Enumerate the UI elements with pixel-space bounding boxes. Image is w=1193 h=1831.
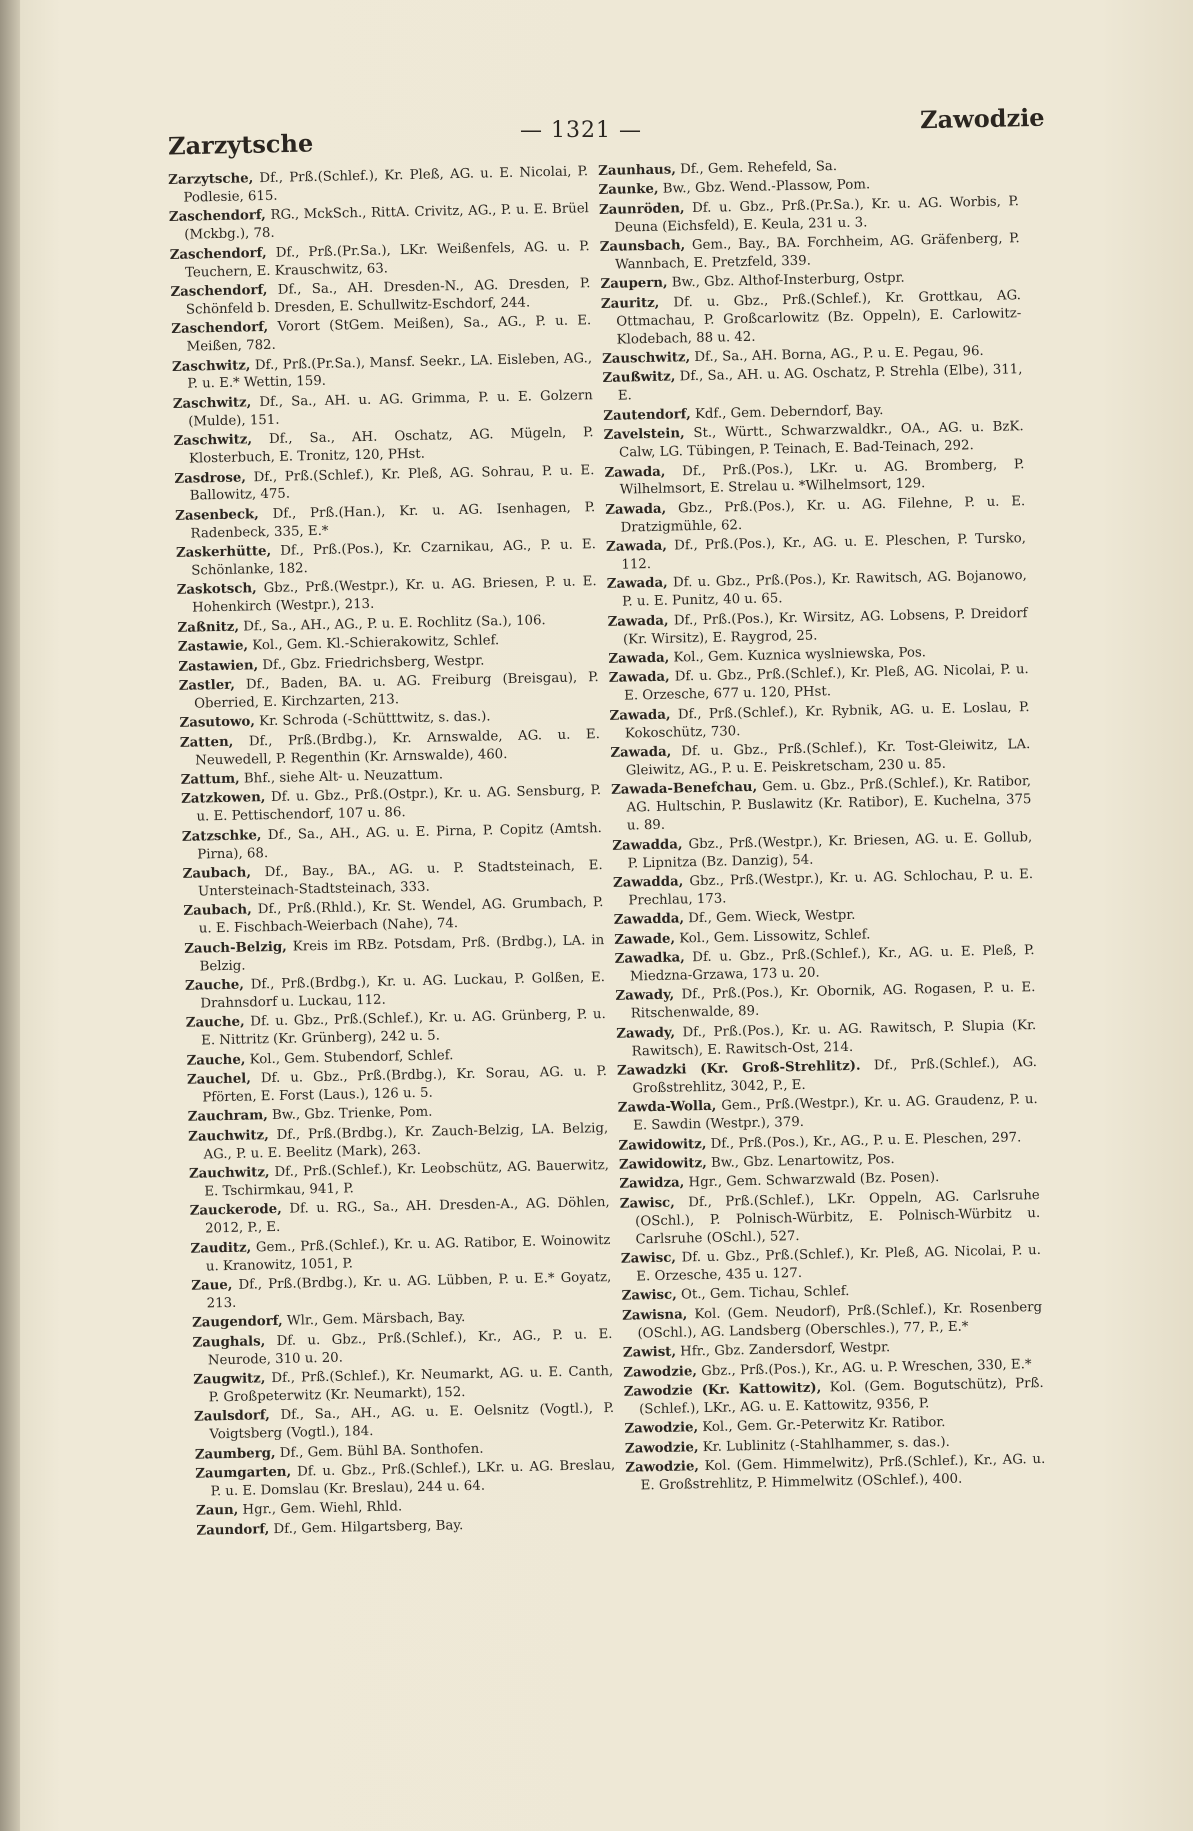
entry-headword: Zastawien, (178, 657, 259, 675)
entry-text: Df., Prß.(Han.), Kr. u. AG. Isenhagen, P. Radenbeck, 335, E.* (190, 499, 596, 542)
entry-text: Df., Prß.(Rhld.), Kr. St. Wendel, AG. Grumbach, P. u. E. Fischbach-Weierbach (Nahe), 74. (198, 895, 604, 937)
entry-text: Df., Prß.(Pos.), Kr., AG., P. u. E. Pleschen, 297. (706, 1129, 1022, 1152)
entry-headword: Zaschwitz, (172, 395, 252, 412)
entry-text: Df., Sa., AH. Dresden-N., AG. Dresden, P. Schönfeld b. Dresden, E. Schullwitz-Eschdorf, 244. (185, 276, 591, 318)
entry-headword: Zaschendorf, (171, 320, 269, 338)
entry-text: RG., MckSch., RittA. Crivitz, AG., P. u. E. Brüel (Mckbg.), 78. (184, 201, 590, 243)
entry-headword: Zaunhaus, (598, 162, 677, 179)
entry-headword: Zawadka, (614, 950, 685, 967)
entry-headword: Zauditz, (190, 1240, 252, 1257)
entry-headword: Zarzytsche, (168, 171, 254, 188)
entry-headword: Zaskotsch, (176, 581, 257, 599)
entry-text: Gem., Bay., BA. Forchheim, AG. Gräfenberg, P. Wannbach, E. Pretzfeld, 339. (614, 231, 1020, 273)
entry-headword: Zawadda, (613, 911, 685, 929)
entry-headword: Zawisc, (621, 1287, 677, 1305)
entry-headword: Zaßnitz, (177, 619, 240, 636)
entry-text: Df., Prß.(Brdbg.), Kr. Zauch-Belzig, LA. Belzig, AG., P. u. E. Beelitz (Mark), 263. (203, 1120, 609, 1163)
entry-headword: Zattum, (180, 771, 240, 788)
entry-headword: Zawidza, (619, 1175, 685, 1193)
entry-text: Gbz., Prß.(Westpr.), Kr. Briesen, AG. u. E. Gollub, P. Lipnitza (Bz. Danzig), 54. (627, 829, 1033, 872)
entry-text: Df., Prß.(Brdbg.), Kr. u. AG. Luckau, P. Golßen, E. Drahnsdorf u. Luckau, 112. (200, 969, 606, 1012)
entry-headword: Zawisna, (621, 1307, 688, 1324)
entry-headword: Zauchel, (186, 1071, 252, 1088)
entry-headword: Zaulsdorf, (193, 1408, 270, 1426)
entry-text: Df., Sa., AH. u. AG. Oschatz, P. Strehla (Elbe), 311, E. (617, 362, 1023, 405)
entry-text: Df., Sa., AH., AG. u. E. Oelsnitz (Vogtl.), P. Voigtsberg (Vogtl.), 184. (209, 1401, 615, 1443)
entry-text: Df. u. Gbz., Prß.(Schlef.), Kr., AG. u. E. Pleß, P. Miedzna-Grzawa, 173 u. 20. (629, 943, 1035, 985)
entry-text: Df., Prß.(Schlef.), Kr. Pleß, AG. Sohrau, P. u. E. Ballowitz, 475. (189, 462, 595, 505)
entry-headword: Zawist, (622, 1344, 677, 1361)
entry-headword: Zauche, (184, 977, 245, 994)
entry-text: Df. u. Gbz., Prß.(Schlef.), LKr. u. AG. Breslau, P. u. E. Domslau (Kr. Breslau), 244 u. 64. (210, 1457, 616, 1500)
entry-text: Kol. (Gem. Neudorf), Prß.(Schlef.), Kr. Rosenberg (OSchl.), AG. Landsberg (Oberschles.), 77, P., E.* (637, 1299, 1043, 1342)
entry-text: Df., Prß.(Pr.Sa.), LKr. Weißenfels, AG. u. P. Teuchern, E. Krauschwitz, 63. (184, 238, 590, 281)
entry-headword: Zawidowitz, (618, 1136, 707, 1154)
entry-headword: Zauchram, (187, 1108, 269, 1126)
right-column (598, 154, 1046, 1497)
entry-headword: Zaue, (191, 1277, 233, 1294)
gazetteer-entry (601, 287, 1022, 350)
entry-headword: Zavelstein, (603, 426, 685, 444)
entry-text: Df., Gem. Hilgartsberg, Bay. (269, 1517, 464, 1537)
entry-headword: Zastawie, (177, 638, 249, 656)
entry-headword: Zauche, (186, 1052, 246, 1069)
entry-headword: Zawadzki (Kr. Groß-Strehlitz). (616, 1058, 861, 1079)
entry-text: Df., Gem. Wieck, Westpr. (683, 908, 856, 927)
entry-text: Df., Prß.(Pos.), Kr. Wirsitz, AG. Lobsens, P. Dreidorf (Kr. Wirsitz), E. Raygrod, 25. (622, 605, 1028, 648)
entry-headword: Zaschwitz, (173, 432, 253, 450)
entry-text: Df., Sa., AH. u. AG. Grimma, P. u. E. Golzern (Mulde), 151. (188, 388, 593, 430)
entry-text: Df., Prß.(Pos.), Kr. Obornik, AG. Rogasen, P. u. E. Ritschenwalde, 89. (630, 980, 1036, 1022)
entry-headword: Zaunröden, (598, 201, 685, 218)
entry-headword: Zaubach, (183, 902, 252, 920)
entry-text: Df., Prß.(Pos.), Kr. u. AG. Rawitsch, P. Slupia (Kr. Rawitsch), E. Rawitsch-Ost, 214. (631, 1017, 1037, 1060)
entry-headword: Zauch-Belzig, (184, 939, 287, 957)
entry-headword: Zawadda, (612, 874, 684, 891)
entry-headword: Zawada, (609, 707, 671, 724)
entry-headword: Zawada-Benefchau, (610, 780, 758, 799)
entry-text: Kol., Gem. Lissowitz, Schlef. (674, 927, 871, 947)
gazetteer-entry (625, 1451, 1046, 1496)
entry-headword: Zauchwitz, (188, 1165, 270, 1182)
entry-text: Gbz., Prß.(Pos.), Kr., AG. u. P. Wreschen, 330, E.* (696, 1356, 1032, 1379)
entry-headword: Zaschendorf, (170, 282, 268, 300)
entry-text: Bhf., siehe Alt- u. Neuzattum. (239, 767, 444, 787)
entry-headword: Zauritz, (600, 295, 660, 312)
entry-text: Gem. u. Gbz., Prß.(Schlef.), Kr. Ratibor, AG. Hultschin, P. Buslawitz (Kr. Ratibor), E. Kuchelna, 375 u. 89. (626, 774, 1032, 834)
entry-headword: Zaubach, (182, 865, 252, 882)
entry-text: Df., Prß.(Schlef.), Kr. Rybnik, AG. u. E. Loslau, P. Kokoschütz, 730. (624, 699, 1030, 742)
entry-text: Vorort (StGem. Meißen), Sa., AG., P. u. E. Meißen, 782. (186, 313, 592, 355)
entry-text: Kol. (Gem. Himmelwitz), Prß.(Schlef.), Kr., AG. u. E. Großstrehlitz, P. Himmelwitz (OSchlef.), 400. (640, 1451, 1046, 1494)
entry-headword: Zawada, (606, 576, 668, 593)
entry-headword: Zaumberg, (194, 1445, 276, 1463)
entry-headword: Zauche, (185, 1014, 245, 1032)
entry-text: Df., Prß.(Schlef.), Kr. Neumarkt, AG. u. E. Canth, P. Großpeterwitz (Kr. Neumarkt), 152. (208, 1363, 614, 1406)
entry-headword: Zawada, (607, 613, 669, 630)
entry-text: Hfr., Gbz. Zandersdorf, Westpr. (675, 1340, 891, 1360)
entry-headword: Zaunsbach, (599, 238, 686, 256)
entry-headword: Zaugwitz, (193, 1371, 266, 1388)
entry-text: Kol., Gem. Gr.-Peterwitz Kr. Ratibor. (697, 1415, 946, 1436)
entry-headword: Zaschendorf, (169, 245, 267, 263)
entry-headword: Zaugendorf, (191, 1314, 283, 1332)
entry-text: Bw., Gbz. Trienke, Pom. (267, 1104, 433, 1124)
entry-text: Kr. Schroda (-Schütttwitz, s. das.). (254, 709, 491, 730)
entry-text: Kol., Gem. Kl.-Schierakowitz, Schlef. (247, 633, 500, 654)
entry-text: Df., Prß.(Pos.), Kr. Czarnikau, AG., P. u. E. Schönlanke, 182. (191, 537, 597, 579)
entry-text: Kol. (Gem. Bogutschütz), Prß.(Schlef.), LKr., AG. u. E. Kattowitz, 9356, P. (638, 1375, 1044, 1418)
entry-headword: Zawodzie, (624, 1439, 699, 1457)
entry-text: Df., Prß.(Brdbg.), Kr. u. AG. Lübben, P. u. E.* Goyatz, 213. (206, 1269, 612, 1312)
entry-headword: Zawodzie, (623, 1363, 698, 1381)
entry-text: Df. u. Gbz., Prß.(Schlef.), Kr. Pleß, AG. Nicolai, P. u. E. Orzesche, 435 u. 127. (636, 1243, 1042, 1285)
entry-headword: Zawisc, (619, 1195, 676, 1212)
entry-headword: Zawodzie, (625, 1459, 700, 1476)
entry-text: Df. u. Gbz., Prß.(Schlef.), Kr. u. AG. Grünberg, P. u. E. Nittritz (Kr. Grünberg), 242 u. 5. (201, 1007, 606, 1049)
entry-text: Gbz., Prß.(Westpr.), Kr. u. AG. Schlochau, P. u. E. Prechlau, 173. (628, 866, 1034, 909)
gazetteer-entry (620, 1187, 1041, 1250)
entry-text: Gbz., Prß.(Pos.), Kr. u. AG. Filehne, P. u. E. Dratzigmühle, 62. (620, 493, 1026, 536)
entry-text: Kol., Gem. Stubendorf, Schlef. (245, 1047, 454, 1068)
entry-headword: Zauschwitz, (601, 350, 691, 368)
entry-text: Df. u. RG., Sa., AH. Dresden-A., AG. Döhlen, 2012, P., E. (204, 1195, 610, 1237)
entry-text: Df., Prß.(Pos.), Kr., AG. u. E. Pleschen, P. Tursko, 112. (621, 531, 1027, 573)
entry-text: Kdf., Gem. Deberndorf, Bay. (690, 402, 884, 422)
entry-text: Kol., Gem. Kuznica wyslniewska, Pos. (669, 645, 927, 666)
entry-headword: Zauckerode, (189, 1202, 282, 1220)
entry-headword: Zawodzie (Kr. Kattowitz), (623, 1380, 822, 1400)
entry-headword: Zasenbeck, (175, 506, 259, 524)
entry-text: Df., Sa., AH., AG., P. u. E. Rochlitz (Sa.), 106. (238, 612, 546, 635)
entry-headword: Zaupern, (600, 276, 668, 293)
entry-text: Df., Bay., BA., AG. u. P. Stadtsteinach, E. Untersteinach-Stadtsteinach, 333. (197, 858, 603, 900)
book-binding-shadow (0, 0, 20, 1831)
entry-headword: Zaundorf, (196, 1521, 270, 1539)
entry-text: Df., Prß.(Schlef.), Kr. Pleß, AG. u. E. Nicolai, P. Podlesie, 615. (183, 164, 589, 206)
entry-headword: Zawada, (608, 650, 670, 667)
entry-text: Df. u. Gbz., Prß.(Schlef.), Kr. Pleß, AG. Nicolai, P. u. E. Orzesche, 677 u. 120, PHst. (624, 662, 1029, 704)
entry-headword: Zauchwitz, (188, 1127, 269, 1145)
entry-text: Ot., Gem. Tichau, Schlef. (676, 1284, 850, 1303)
entry-text: Df., Prß.(Brdbg.), Kr. Arnswalde, AG. u. E. Neuwedell, P. Regenthin (Kr. Arnswalde), 460. (195, 726, 601, 769)
entry-headword: Zawadda, (612, 837, 683, 854)
entry-text: Df. u. Gbz., Prß.(Brdbg.), Kr. Sorau, AG. u. P. Pförten, E. Forst (Laus.), 126 u. 5. (202, 1064, 608, 1106)
entry-text: Wlr., Gem. Märsbach, Bay. (282, 1310, 466, 1330)
entry-text: Df., Prß.(Pos.), LKr. u. AG. Bromberg, P. Wilhelmsort, E. Strelau u. *Wilhelmsort, 129. (619, 456, 1025, 499)
entry-text: Gbz., Prß.(Westpr.), Kr. u. AG. Briesen, P. u. E. Hohenkirch (Westpr.), 213. (191, 574, 597, 616)
entry-headword: Zawda-Wolla, (617, 1099, 717, 1117)
gazetteer-entry (611, 773, 1032, 836)
entry-text: Df., Prß.(Schlef.), Kr. Leobschütz, AG. Bauerwitz, E. Tschirmkau, 941, P. (204, 1158, 610, 1200)
entry-text: Gem., Prß.(Westpr.), Kr. u. AG. Graudenz, P. u. E. Sawdin (Westpr.), 379. (633, 1092, 1038, 1134)
entry-headword: Zaschendorf, (168, 208, 267, 226)
entry-headword: Zaunke, (598, 182, 659, 199)
entry-text: Hgr., Gem. Wiehl, Rhld. (238, 1499, 403, 1519)
running-head-left: Zarzytsche (167, 128, 314, 161)
entry-text: Df., Prß.(Schlef.), LKr. Oppeln, AG. Carlsruhe (OSchl.), P. Polnisch-Würbitz, E. Polnisch-Würbitz u. Carlsruhe (OSchl.), 527. (635, 1187, 1041, 1248)
entry-text: Df. u. Gbz., Prß.(Pos.), Kr. Rawitsch, AG. Bojanowo, P. u. E. Punitz, 40 u. 65. (622, 568, 1027, 610)
entry-headword: Zawidowitz, (618, 1155, 707, 1173)
entry-text: Gem., Prß.(Schlef.), Kr. u. AG. Ratibor, E. Woinowitz u. Kranowitz, 1051, P. (205, 1232, 611, 1275)
entry-text: Df. u. Gbz., Prß.(Schlef.), Kr., AG., P. u. E. Neurode, 310 u. 20. (207, 1326, 613, 1369)
entry-headword: Zaumgarten, (195, 1464, 292, 1482)
entry-headword: Zawada, (605, 538, 668, 556)
entry-headword: Zawady, (616, 1025, 676, 1042)
entry-headword: Zasutowo, (179, 714, 256, 732)
entry-text: Kr. Lublinitz (-Stahlhammer, s. das.). (698, 1434, 950, 1455)
entry-text: Df., Gem. Bühl BA. Sonthofen. (275, 1441, 484, 1461)
entry-headword: Zaskerhütte, (175, 544, 272, 562)
entry-headword: Zaußwitz, (602, 369, 676, 387)
entry-text: Df. u. Gbz., Prß.(Schlef.), Kr. Grottkau, AG. Ottmachau, P. Großcarlowitz (Bz. Oppeln), E. Carlowitz-Klodebach, 88 u. 42. (616, 288, 1022, 348)
entry-text: Bw., Gbz. Althof-Insterburg, Ostpr. (667, 271, 905, 292)
entry-text: Df., Gem. Rehefeld, Sa. (675, 158, 838, 178)
entry-text: Kreis im RBz. Potsdam, Prß. (Brdbg.), LA. in Belzig. (199, 932, 605, 975)
entry-headword: Zawada, (604, 464, 666, 481)
entry-text: Df., Gbz. Friedrichsberg, Westpr. (258, 653, 485, 673)
entry-text: Bw., Gbz. Wend.-Plassow, Pom. (658, 177, 871, 198)
entry-headword: Zawisc, (620, 1250, 677, 1267)
running-head-right: Zawodzie (919, 102, 1045, 135)
entry-headword: Zaschwitz, (171, 357, 251, 375)
entry-headword: Zawade, (614, 931, 676, 948)
entry-text: St., Württ., Schwarzwaldkr., OA., AG. u. BzK. Calw, LG. Tübingen, P. Teinach, E. Bad-Teinach, 292. (618, 419, 1024, 461)
entry-headword: Zaun, (195, 1503, 239, 1520)
entry-headword: Zawodzie, (624, 1420, 699, 1437)
entry-text: Df. u. Gbz., Prß.(Schlef.), Kr. Tost-Gleiwitz, LA. Gleiwitz, AG., P. u. E. Peiskretscham, 230 u. 85. (625, 737, 1031, 779)
entry-headword: Zatten, (179, 734, 234, 751)
entry-text: Df., Sa., AH. Borna, AG., P. u. E. Pegau, 96. (690, 344, 984, 366)
entry-headword: Zasdrose, (174, 469, 247, 487)
entry-text: Df., Baden, BA. u. AG. Freiburg (Breisgau), P. Oberried, E. Kirchzarten, 213. (193, 670, 599, 712)
entry-text: Df., Prß.(Pr.Sa.), Mansf. Seekr., LA. Eisleben, AG., P. u. E.* Wettin, 159. (187, 350, 593, 393)
entry-text: Bw., Gbz. Lenartowitz, Pos. (706, 1152, 895, 1171)
entry-headword: Zawada, (605, 501, 667, 518)
page-number: — 1321 — (520, 118, 642, 143)
entry-text: Df., Sa., AH., AG. u. E. Pirna, P. Copitz (Amtsh. Pirna), 68. (197, 820, 602, 863)
entry-headword: Zatzkowen, (180, 790, 266, 808)
left-column (168, 163, 617, 1542)
entry-headword: Zawady, (615, 987, 675, 1005)
entry-text: Df. u. Gbz., Prß.(Ostpr.), Kr. u. AG. Sensburg, P. u. E. Pettischendorf, 107 u. 86. (196, 783, 602, 825)
entry-text: Df., Sa., AH. Oschatz, AG. Mügeln, P. Klosterbuch, E. Tronitz, 120, PHst. (188, 425, 594, 467)
entry-headword: Zaughals, (192, 1333, 266, 1351)
entry-headword: Zautendorf, (603, 406, 691, 424)
entry-headword: Zastler, (178, 677, 236, 694)
entry-text: Df., Prß.(Schlef.), AG. Großstrehlitz, 3042, P., E. (632, 1055, 1038, 1097)
entry-text: Df. u. Gbz., Prß.(Pr.Sa.), Kr. u. AG. Worbis, P. Deuna (Eichsfeld), E. Keula, 231 u. 3. (614, 194, 1020, 236)
entry-headword: Zawada, (610, 744, 672, 761)
entry-headword: Zawada, (608, 670, 670, 687)
entry-text: Hgr., Gem. Schwarzwald (Bz. Posen). (684, 1170, 940, 1191)
entry-headword: Zatzschke, (181, 827, 262, 845)
